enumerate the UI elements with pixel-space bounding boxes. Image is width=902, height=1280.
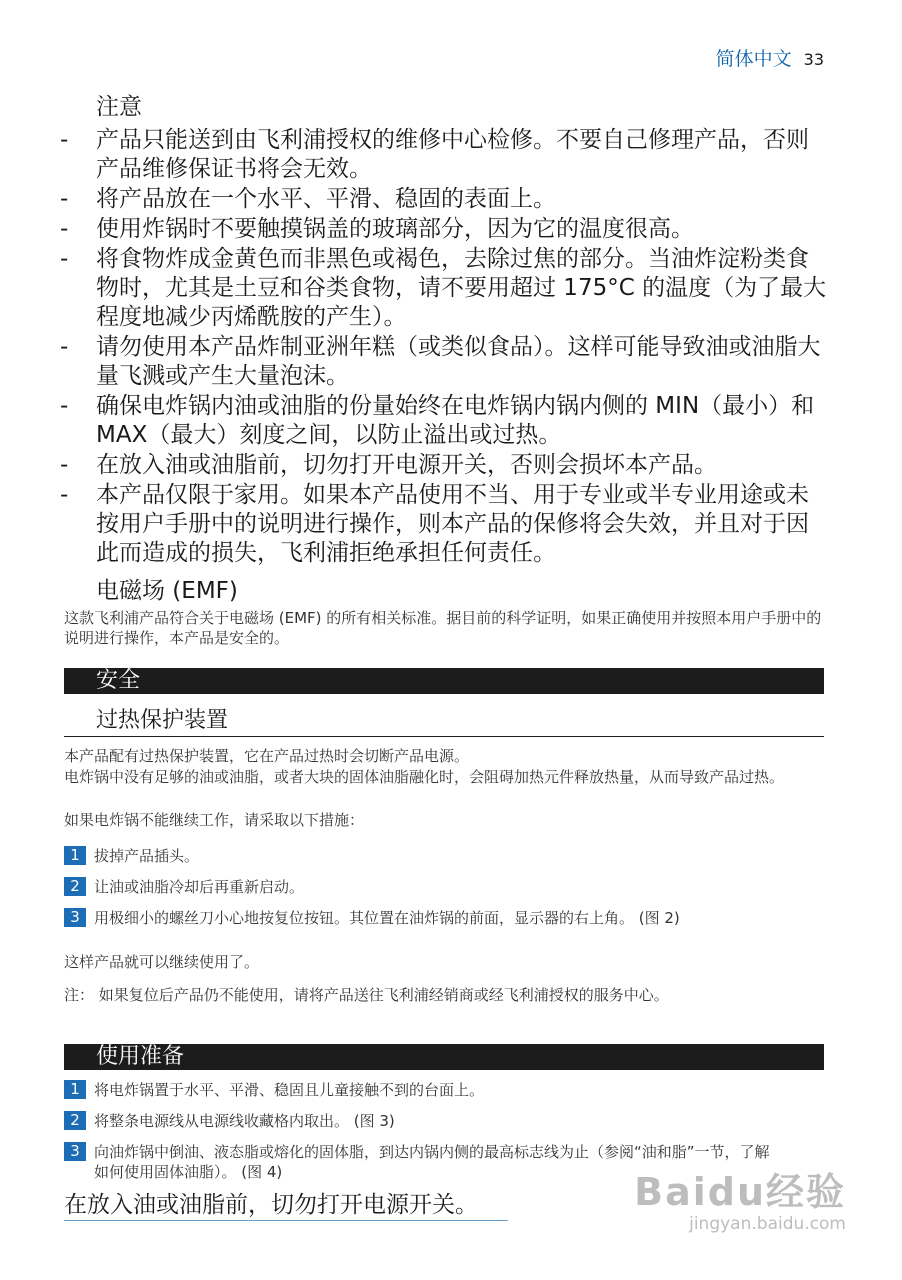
step-number: 1	[64, 846, 86, 865]
caution-item	[60, 451, 830, 480]
overheat-title: 过热保护装置	[64, 706, 824, 737]
page-header	[716, 44, 824, 71]
step-text: 用极细小的螺丝刀小心地按复位按钮。其位置在油炸锅的前面，显示器的右上角。 (图 2)	[94, 909, 680, 927]
overheat-line: 电炸锅中没有足够的油或油脂，或者大块的固体油脂融化时，会阻碍加热元件释放热量，从而导致产品过热。	[64, 768, 785, 786]
step-text: 让油或油脂冷却后再重新启动。	[94, 878, 305, 896]
step-text: 向油炸锅中倒油、液态脂或熔化的固体脂，到达内锅内侧的最高标志线为止（参阅“油和脂”一节，了解如何使用固体油脂）。 (图 4)	[94, 1143, 770, 1181]
safety-after-text: 这样产品就可以继续使用了。	[64, 953, 260, 971]
overheat-line: 如果电炸锅不能继续工作，请采取以下措施：	[64, 811, 365, 829]
step-text: 将电炸锅置于水平、平滑、稳固且儿童接触不到的台面上。	[94, 1081, 485, 1099]
safety-step	[64, 908, 784, 928]
caution-item	[60, 185, 830, 214]
step-text: 将整条电源线从电源线收藏格内取出。 (图 3)	[94, 1112, 395, 1130]
prep-step	[64, 1111, 824, 1131]
caution-item	[60, 215, 830, 244]
caution-item	[60, 392, 830, 450]
bullet-marker: -	[60, 452, 69, 478]
section-bar-safety: 安全	[64, 668, 824, 694]
bullet-marker: -	[60, 216, 69, 242]
bullet-marker: -	[60, 127, 69, 153]
safety-step	[64, 846, 824, 866]
caution-item-text: 将产品放在一个水平、平滑、稳固的表面上。	[96, 186, 556, 212]
page-number: 33	[803, 50, 824, 69]
step-number: 3	[64, 1142, 86, 1161]
safety-note: 注： 如果复位后产品仍不能使用，请将产品送往飞利浦经销商或经飞利浦授权的服务中心。	[64, 986, 669, 1004]
emf-text: 这款飞利浦产品符合关于电磁场 (EMF) 的所有相关标准。据目前的科学证明，如果正确使用并按照本用户手册中的说明进行操作，本产品是安全的。	[64, 609, 822, 647]
watermark-url: jingyan.baidu.com	[689, 1214, 846, 1234]
prep-step	[64, 1080, 824, 1100]
step-number: 2	[64, 1111, 86, 1130]
bullet-marker: -	[60, 246, 69, 272]
caution-item-text: 请勿使用本产品炸制亚洲年糕（或类似食品）。这样可能导致油或油脂大量飞溅或产生大量泡沫。	[96, 334, 821, 389]
watermark	[634, 1170, 846, 1234]
bullet-marker: -	[60, 334, 69, 360]
bullet-marker: -	[60, 482, 69, 508]
step-number: 1	[64, 1080, 86, 1099]
caution-item	[60, 126, 830, 184]
caution-item-text: 确保电炸锅内油或油脂的份量始终在电炸锅内锅内侧的 MIN（最小）和 MAX（最大）刻度之间，以防止溢出或过热。	[96, 393, 815, 448]
caution-list	[60, 126, 830, 569]
overheat-line: 本产品配有过热保护装置，它在产品过热时会切断产品电源。	[64, 747, 470, 765]
caution-item-text: 将食物炸成金黄色而非黑色或褐色，去除过焦的部分。当油炸淀粉类食物时，尤其是土豆和谷类食物，请不要用超过 175°C 的温度（为了最大程度地减少丙烯酰胺的产生）。	[96, 246, 827, 330]
caution-item-text: 产品只能送到由飞利浦授权的维修中心检修。不要自己修理产品，否则产品维修保证书将会无效。	[96, 127, 809, 182]
caution-item	[60, 481, 830, 568]
section-language: 简体中文	[715, 48, 792, 70]
bullet-marker: -	[60, 393, 69, 419]
caution-item	[60, 333, 830, 391]
watermark-logo: Baidu经验	[634, 1170, 846, 1214]
section-bar-prep: 使用准备	[64, 1044, 824, 1070]
step-text: 拔掉产品插头。	[94, 847, 200, 865]
caution-title: 注意	[96, 94, 142, 120]
emf-title: 电磁场 (EMF)	[96, 578, 238, 604]
safety-step	[64, 877, 824, 897]
caution-item-text: 使用炸锅时不要触摸锅盖的玻璃部分，因为它的温度很高。	[96, 216, 694, 242]
caution-item-text: 本产品仅限于家用。如果本产品使用不当、用于专业或半专业用途或未按用户手册中的说明进行操作，则本产品的保修将会失效，并且对于因此而造成的损失，飞利浦拒绝承担任何责任。	[96, 482, 809, 566]
final-warning: 在放入油或油脂前，切勿打开电源开关。	[64, 1190, 508, 1221]
bullet-marker: -	[60, 186, 69, 212]
step-number: 2	[64, 877, 86, 896]
step-number: 3	[64, 908, 86, 927]
caution-item	[60, 245, 830, 332]
caution-item-text: 在放入油或油脂前，切勿打开电源开关，否则会损坏本产品。	[96, 452, 717, 478]
